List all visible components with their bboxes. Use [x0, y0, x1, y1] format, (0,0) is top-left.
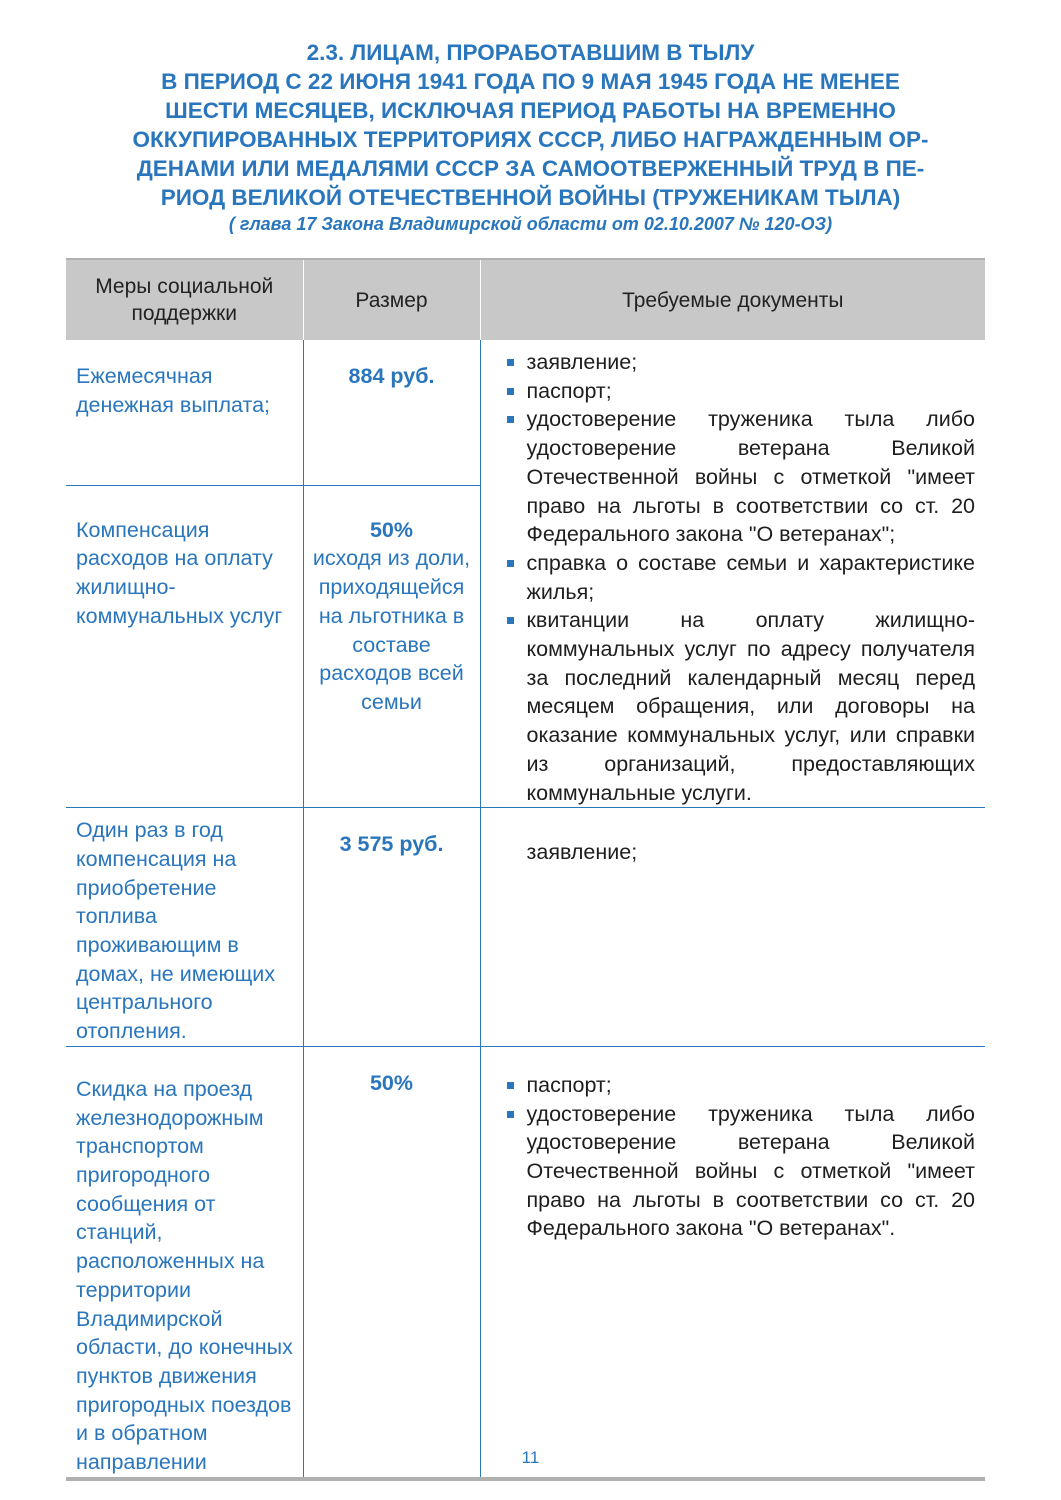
heading-line: ОККУПИРОВАННЫХ ТЕРРИТОРИЯХ СССР, ЛИБО НАГРАЖДЕННЫМ ОР-	[132, 127, 929, 152]
table-row	[66, 808, 985, 1047]
measure-cell: Один раз в год компенсация на приобретение топлива проживающим в домах, не имеющих центрального отопления.	[66, 808, 303, 1047]
measure-cell: Ежемесячная денежная выплата;	[76, 364, 271, 417]
list-item: удостоверение труженика тыла либо удостоверение ветерана Великой Отечественной войны с отметкой "имеет право на льготы в соответствии со ст. 20 Федерального закона "О ветеранах".	[505, 1100, 976, 1244]
measure-cell: Скидка на проезд железнодорожным транспортом пригородного сообщения от станций, расположенных на территории Владимирской области, до конечных пунктов движения пригородных поездов и в обратном направлении	[66, 1046, 303, 1478]
column-header-documents: Требуемые документы	[480, 259, 985, 340]
list-item: квитанции на оплату жилищно-коммунальных услуг по адресу получателя за последний календарный месяц перед месяцем обращения, или договоры на оказание коммунальных услуг, или справки из организаций, предоставляющих коммунальные услуги.	[505, 606, 976, 807]
heading-line: РИОД ВЕЛИКОЙ ОТЕЧЕСТВЕННОЙ ВОЙНЫ (ТРУЖЕНИКАМ ТЫЛА)	[160, 185, 901, 210]
column-header-size: Размер	[303, 259, 480, 340]
heading-line: ШЕСТИ МЕСЯЦЕВ, ИСКЛЮЧАЯ ПЕРИОД РАБОТЫ НА ВРЕМЕННО	[165, 98, 896, 123]
list-item: справка о составе семьи и характеристике жилья;	[505, 549, 976, 606]
size-value: 884 руб.	[348, 364, 435, 388]
heading-line: 2.3. ЛИЦАМ, ПРОРАБОТАВШИМ В ТЫЛУ	[306, 40, 755, 65]
list-item: заявление;	[505, 348, 976, 377]
documents-list	[505, 1071, 976, 1243]
heading-line: В ПЕРИОД С 22 ИЮНЯ 1941 ГОДА ПО 9 МАЯ 1945 ГОДА НЕ МЕНЕЕ	[161, 69, 900, 94]
size-cell	[303, 808, 480, 1047]
size-value: 50%	[369, 517, 414, 542]
documents-cell	[480, 1046, 985, 1478]
section-heading	[60, 38, 1001, 236]
table-row	[66, 1046, 985, 1478]
documents-text: заявление;	[526, 840, 638, 865]
documents-cell	[480, 808, 985, 1047]
heading-line: ДЕНАМИ ИЛИ МЕДАЛЯМИ СССР ЗА САМООТВЕРЖЕННЫЙ ТРУД В ПЕ-	[136, 156, 925, 181]
documents-list	[505, 348, 976, 807]
size-value: 50%	[369, 1070, 414, 1095]
size-value: 3 575 руб.	[339, 832, 444, 857]
size-cell	[303, 340, 480, 485]
size-note: исходя из доли, приходящейся на льготника в составе расходов всей семьи	[312, 546, 471, 714]
law-reference: ( глава 17 Закона Владимирской области от 02.10.2007 № 120-ОЗ)	[228, 214, 833, 234]
page-number: 11	[521, 1448, 540, 1467]
documents-cell	[480, 340, 985, 808]
benefits-table	[66, 258, 985, 1481]
size-cell	[303, 485, 480, 808]
list-item: паспорт;	[505, 377, 976, 406]
list-item: паспорт;	[505, 1071, 976, 1100]
table-header-row	[66, 259, 985, 340]
list-item: удостоверение труженика тыла либо удостоверение ветерана Великой Отечественной войны с отметкой "имеет право на льготы в соответствии со ст. 20 Федерального закона "О ветеранах";	[505, 405, 976, 549]
measure-cell: Компенсация расходов на оплату жилищно-коммунальных услуг	[66, 485, 303, 808]
table-row	[66, 340, 985, 485]
column-header-measures: Меры социальной поддержки	[66, 259, 303, 340]
size-cell	[303, 1046, 480, 1478]
